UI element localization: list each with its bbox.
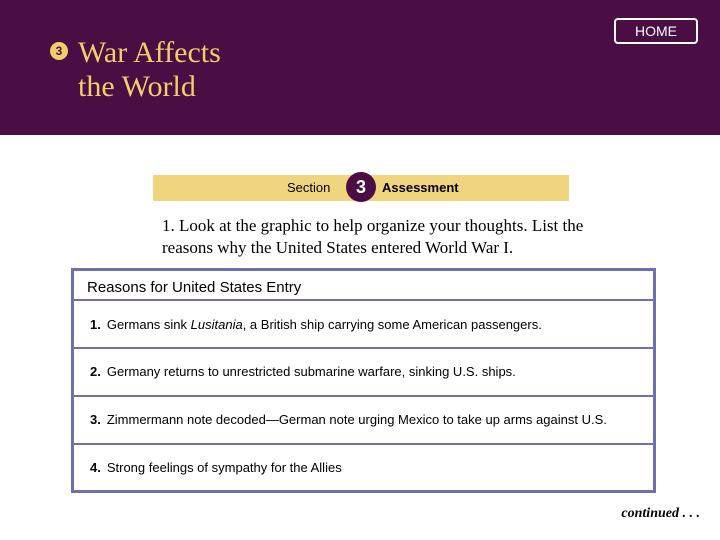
home-button[interactable]: HOME bbox=[614, 18, 698, 44]
reason-divider bbox=[74, 347, 653, 349]
reason-row-4 bbox=[90, 460, 342, 476]
continued-label[interactable]: continued . . . bbox=[621, 506, 700, 521]
reason-row-1 bbox=[90, 317, 542, 333]
reason-row-2 bbox=[90, 364, 516, 380]
page-title-line2: the World bbox=[78, 70, 196, 103]
reason-number: 4. bbox=[90, 460, 101, 475]
reasons-box-title: Reasons for United States Entry bbox=[87, 279, 302, 296]
reason-number: 2. bbox=[90, 364, 101, 379]
banner-assessment-label: Assessment bbox=[382, 180, 459, 195]
reason-text: Germany returns to unrestricted submarine warfare, sinking U.S. ships. bbox=[106, 364, 516, 379]
question-text: 1. Look at the graphic to help organize your thoughts. List the reasons why the United States entered World War I. bbox=[162, 216, 584, 257]
section-number-badge: 3 bbox=[50, 42, 68, 60]
reason-number: 1. bbox=[90, 317, 101, 332]
page-title-line1: War Affects bbox=[78, 36, 221, 69]
reason-number: 3. bbox=[90, 412, 101, 427]
reason-text: Germans sink bbox=[106, 317, 191, 332]
reason-text-italic: Lusitania bbox=[190, 317, 243, 332]
banner-section-number: 3 bbox=[346, 172, 376, 202]
reason-text: Zimmermann note decoded—German note urging Mexico to take up arms against U.S. bbox=[106, 412, 607, 427]
reason-text-tail: , a British ship carrying some American passengers. bbox=[242, 317, 542, 332]
page-title bbox=[78, 36, 221, 104]
reason-divider bbox=[74, 395, 653, 397]
banner-section-label: Section bbox=[287, 180, 331, 195]
reason-divider bbox=[74, 443, 653, 445]
reason-text: Strong feelings of sympathy for the Allies bbox=[106, 460, 342, 475]
reason-row-3 bbox=[90, 412, 607, 428]
reasons-title-divider bbox=[74, 299, 653, 301]
